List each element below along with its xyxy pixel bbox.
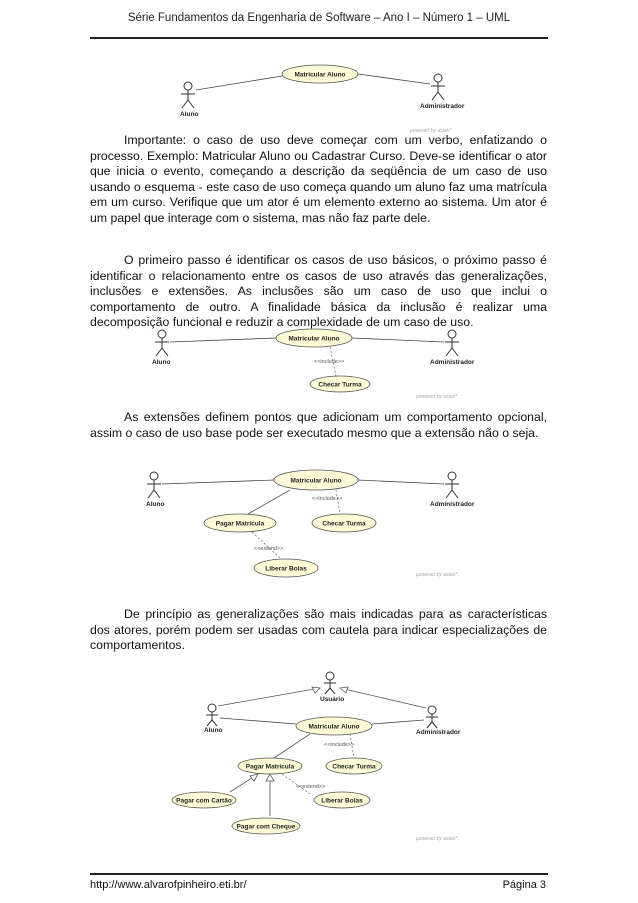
header-rule	[90, 37, 548, 39]
diagram-3	[140, 466, 480, 581]
actor-aluno	[206, 704, 218, 726]
watermark: powered by astah*	[416, 572, 458, 578]
usecase-label: Matricular Aluno	[308, 723, 360, 731]
usecase-label: Pagar com Cartão	[176, 797, 232, 805]
include-label: <<include>>	[314, 359, 345, 365]
page-header: Série Fundamentos da Engenharia de Software – Ano I – Número 1 – UML	[127, 12, 511, 24]
usecase-label: Pagar Matrícula	[245, 763, 295, 771]
usecase-label: Checar Turma	[322, 520, 366, 528]
usecase-label: Checar Turma	[318, 381, 362, 389]
diagram-4	[170, 668, 470, 848]
usecase-label: Checar Turma	[332, 763, 376, 771]
paragraph-4: De princípio as generalizações são mais indicadas para as características dos atores, porém podem ser usadas com cautela para indicar especializações de comportamentos.	[90, 607, 547, 653]
usecase-label: Pagar Matrícula	[215, 520, 265, 528]
include-label: <<include>>	[324, 742, 355, 748]
actor-label: Usuário	[320, 696, 345, 703]
actor-usuario	[324, 672, 336, 694]
usecase-label: Matricular Aluno	[288, 335, 340, 343]
watermark: powered by astah*	[410, 128, 452, 134]
actor-label: Aluno	[204, 727, 223, 734]
paragraph-1: Importante: o caso de uso deve começar com um verbo, enfatizando o processo. Exemplo: Matricular Aluno ou Cadastrar Curso. Deve-se identificar o ator que inicia o evento, começando a descrição da seqüência de um caso de uso usando o esquema - este caso de uso começa quando um aluno faz uma matrícula em um curso. Verifique que um ator é um elemento externo ao sistema. Um ator é um papel que interage com o sistema, mas não faz parte dele.	[90, 133, 547, 225]
actor-label: Administrador	[416, 729, 461, 736]
watermark: powered by astah*	[416, 394, 458, 400]
footer-rule	[90, 873, 548, 875]
page-number: Página 3	[502, 879, 546, 891]
actor-administrador	[445, 472, 459, 498]
footer-url[interactable]: http://www.alvarofpinheiro.eti.br/	[90, 879, 247, 891]
paragraph-2: O primeiro passo é identificar os casos de uso básicos, o próximo passo é identificar o relacionamento entre os casos de uso através das generalizações, inclusões e extensões. As inclusões são um caso de uso que inclui o comportamento de outro. A finalidade básica da inclusão é realizar uma decomposição funcional e reduzir a complexidade de um caso de uso.	[90, 253, 547, 330]
actor-aluno	[155, 330, 169, 356]
usecase-label: Liberar Bolas	[265, 565, 307, 573]
usecase-label: Matricular Aluno	[294, 71, 346, 79]
actor-administrador	[431, 74, 445, 100]
actor-aluno	[147, 472, 161, 498]
extend-label: <<extend>>	[254, 546, 284, 552]
usecase-label: Pagar com Cheque	[236, 823, 296, 831]
actor-label: Administrador	[430, 359, 475, 366]
actor-label: Administrador	[430, 501, 475, 508]
actor-label: Aluno	[146, 501, 165, 508]
actor-label: Aluno	[180, 111, 199, 118]
usecase-label: Liberar Bolas	[321, 797, 363, 805]
usecase-label: Matricular Aluno	[290, 477, 342, 485]
include-label: <<include>>	[312, 496, 343, 502]
actor-administrador	[426, 706, 438, 728]
paragraph-3: As extensões definem pontos que adicionam um comportamento opcional, assim o caso de uso base pode ser executado mesmo que a extensão não o seja.	[90, 410, 547, 440]
diagram-1	[170, 60, 470, 138]
diagram-2	[140, 326, 480, 401]
watermark: powered by astah*	[416, 836, 458, 842]
actor-aluno	[181, 82, 195, 108]
actor-label: Administrador	[420, 103, 465, 110]
actor-label: Aluno	[152, 359, 171, 366]
actor-administrador	[445, 330, 459, 356]
extend-label: <<extend>>	[296, 784, 326, 790]
